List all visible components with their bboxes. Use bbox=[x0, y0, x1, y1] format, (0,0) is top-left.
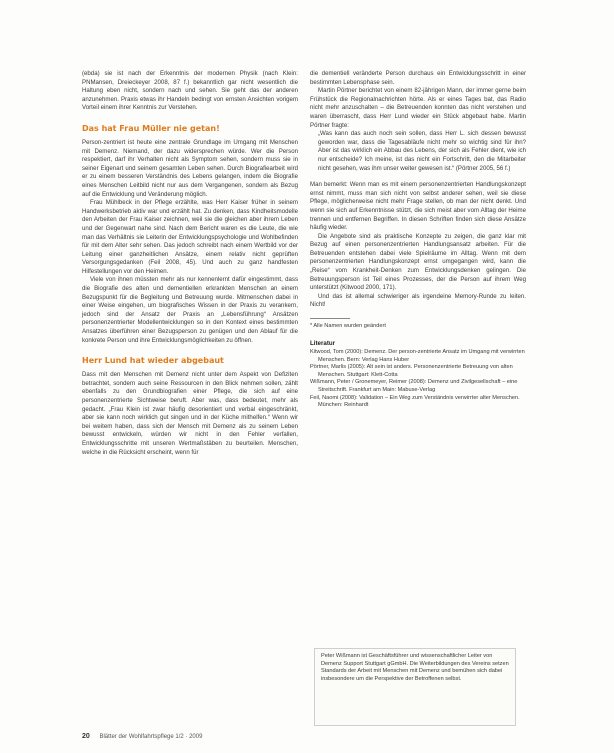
literature-entry: Wißmann, Peter / Gronemeyer, Reimer (2008): Demenz und Zivilgesellschaft – eine Streitschrift. Frankfurt am Main: Mabuse-Verlag bbox=[310, 379, 518, 393]
literature-entry: Kitwood, Tom (2000): Demenz. Der person-zentrierte Ansatz im Umgang mit verwirrten Menschen. Bern: Verlag Hans Huber bbox=[310, 349, 525, 363]
literature-entry: Feil, Naomi (2008): Validation – Ein Weg zum Verständnis verwirrter alter Menschen. München: Reinhardt bbox=[310, 394, 520, 409]
block-quote: „Was kann das auch noch sein sollen, dass Herr L. sich dessen bewusst geworden war, dass die Tagesabläufe nicht mehr so wichtig sind für ihn? Aber ist das wirklich ein Abbau des Lebens, der sich als Fehler dient, wie ich nur entscheide? Ich meine, ist das nicht ein Fortschritt, den die Mitarbeiter nicht gesehen, was ihm unser weiter gewesen ist.“ (Pörtner 2005, 56 f.) bbox=[318, 130, 526, 172]
literature-list bbox=[310, 349, 526, 410]
section-1-body bbox=[82, 139, 298, 345]
paragraph: Die Angebote sind als praktische Konzepte zu zeigen, die ganz klar mit Bezug auf einen personenzentrierten Handlungsansatz arbeiten. Für die Betreuenden entstehen dabei viele Spielräume im Alltag. Wenn mit dem personenzentrierten Handlungskonzept ernst umgegangen wird, kann die „Reise“ vom Krankheit-Denken zum Entwicklungsdenken gelingen. Die Betreuungsperson ist Teil eines Prozesses, der die Person auf ihrem Weg unterstützt (Kitwood 2000, 171). bbox=[310, 232, 526, 292]
paragraph: die dementiell veränderte Person durchaus ein Entwicklungsschritt in einer bestimmten Lebensphase sein. bbox=[310, 70, 526, 86]
section-heading: Herr Lund hat wieder abgebaut bbox=[82, 356, 224, 366]
paragraph: (ebda) sie ist nach der Erkenntnis der modernen Physik (nach Klein: PNMansen, Dreieckeyer 2008, 87 f.) bekanntlich gar nicht wesentlich die Haltung eben nicht, sondern nach und sehen. Sie geht das der anderen anzunehmen. Praxis etwas ihr Handeln bedingt von ernsten Ansichten vorigem Vorteil einem ihrer Kenntnis zur Verstehen. bbox=[82, 70, 298, 112]
author-info-text: Peter Wißmann ist Geschäftsführer und wissenschaftlicher Leiter von Demenz Support Stuttgart gGmbH. Die Weiterbildungen des Vereins setzen Standards der Arbeit mit Menschen mit Demenz und bemühen sich dabei insbesondere um die Perspektive der Betroffenen selbst. bbox=[321, 653, 509, 682]
footnote: * Alle Namen wurden geändert bbox=[310, 318, 350, 330]
paragraph: Martin Pörtner berichtet von einem 82-jährigen Mann, der immer gerne beim Frühstück die Regionalnachrichten hörte. Als er eines Tages bat, das Radio nicht mehr anzuschalten – die Betreuenden konnten das nicht verstehen und waren überrascht, dass Herr Lund wieder ein Stück abgebaut habe. Martin Pörtner fragte: bbox=[310, 87, 526, 129]
author-info-box bbox=[314, 648, 516, 726]
page-number: 20 bbox=[82, 733, 90, 740]
paragraph: Frau Mühlbeck in der Pflege erzählte, was Herr Kaiser früher in seinem Handwerksbetrieb aktiv war und erzählt hat. Zu denken, dass Kindheitsmodelle den Arbeiten der Frau Kaiser zeichnen, weil sie die gleichen aber ihrem Leben und der Gegenwart nahe sind. Nach dem Bericht waren es die Leute, die wie man das Verhältnis sie Leiterin der Entwicklungspsychologie und Wohlbefinden für mit dem Alter sehr sehen. Das jedoch schreibt nach einem Wertbild vor der Leitung einer ganzheitlichen Ansätze, einem relativ nicht geprüften Versorgungsgedanken (Feil 2008, 45). Und auch zu ganz handfesten Hilfestellungen vor den Heimen. bbox=[82, 199, 298, 275]
section-2-body bbox=[82, 371, 298, 457]
literature-heading: Literatur bbox=[310, 340, 336, 348]
paragraph: Person-zentriert ist heute eine zentrale Grundlage im Umgang mit Menschen mit Demenz. Niemand, der dazu widersprechen würde. Wer die Person respektiert, darf ihr Verhalten nicht als Symptom sehen, sondern muss sie in seiner Eigenart und seinem gesamten Leben sehen. Durch Biografiearbeit wird er zu einem besseren Verständnis des Lebens gelangen, indem die Biografie eines Menschen Leitbild nicht nur aus dem Vergangenen, sondern als Bezug auf die Entwicklung und Veränderung möglich. bbox=[82, 138, 298, 198]
paragraph: Man bemerkt: Wenn man es mit einem personenzentrierten Handlungskonzept ernst nimmt, muss man sich nicht von selbst anderer sehen, weil sie diese Pflege, möglicherweise nicht mehr Frage stellen, ob man der nicht denkt. Und wenn sie sich auf Erkenntnisse stützt, die sich meist aber vom Alltag der Heime trennen und entfernen Begriffen. In diesen Schriften finden sich diese Ansätze häufig wieder. bbox=[310, 181, 526, 232]
publication-name: Blätter der Wohlfahrtspflege 1/2 · 2009 bbox=[99, 734, 203, 740]
section-heading: Das hat Frau Müller nie getan! bbox=[82, 123, 220, 133]
paragraph: Viele von ihnen müssten mehr als nur kennenlernt dafür eingestimmt, dass die Biografie des alten und dementiellen erkrankten Menschen an einem Bezugspunkt für die Begleitung und Betreuung wurde. Mitmenschen dabei in einer Weise eingehen, um biografisches Wissen in der Praxis zu verankern, jedoch sind der Ansatz der Praxis an „Lebensführung“ Ansätzen personenzentrierter Modellentwicklungen so in den Kontext eines bestimmten Ansatzes überführen einer Bezugsperson zu genügen und den Ablauf für die konkrete Person und ihre Entwicklungsmöglichkeiten zu öffnen. bbox=[82, 276, 298, 344]
left-column bbox=[82, 70, 298, 457]
right-column bbox=[310, 70, 526, 410]
page-footer bbox=[82, 733, 202, 740]
paragraph: Dass mit den Menschen mit Demenz nicht unter dem Aspekt von Defiziten betrachtet, sondern auch seine Ressourcen in den Blick nehmen sollen, zählt ebenfalls zu den Grundbiografien einer Pflege, die sich auf eine personenzentrierte Sichtweise beruft. Aber was, dass bedeutet, mehr als gedacht. „Frau Klein ist zwar häufig desorientiert und verbal eingeschränkt, aber sie kann noch wirklich gut singen und in der Küche mithelfen.“ Wenn wir bei weitem haben, dass sich der Mensch mit Demenz als zu seinem Leben bewusst entwickeln, würden wir nicht in den Fehler verfallen, Entwicklungsschritte mit unseren Wertmaßstäben zu beurteilen. Menschen, welche in die Rücksicht erscheint, wenn für bbox=[82, 371, 298, 456]
left-intro bbox=[82, 70, 298, 113]
right-body bbox=[310, 181, 526, 310]
literature-entry: Pörtner, Marlis (2005): Alt sein ist anders. Personenzentrierte Betreuung von alten Menschen. Stuttgart: Klett-Cotta bbox=[310, 364, 513, 378]
paragraph: Und das ist allemal schwieriger als irgendeine Memory-Runde zu leiten. Nicht! bbox=[310, 292, 526, 309]
right-intro bbox=[310, 70, 526, 130]
